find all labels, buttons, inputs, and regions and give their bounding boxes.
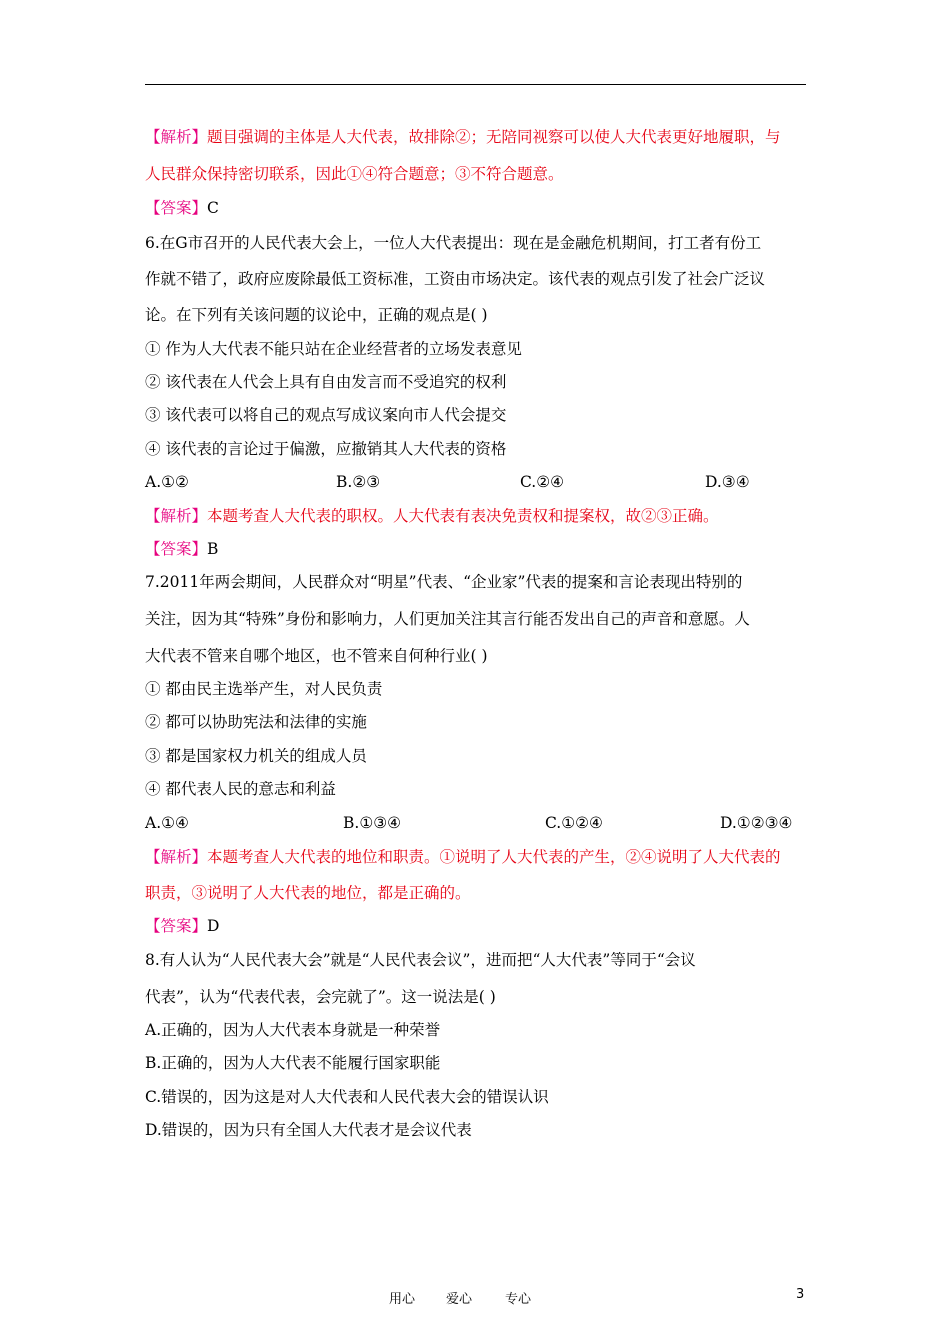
analysis-text: 题目强调的主体是人大代表，故排除②；无陪同视察可以使人大代表更好地履职，与 (207, 128, 781, 146)
choice-item: A.正确的，因为人大代表本身就是一种荣誉 (145, 1021, 441, 1039)
option-a: A.①④ (145, 814, 189, 832)
header-rule (145, 84, 806, 85)
answer-line (145, 538, 218, 560)
choice-item: B.正确的，因为人大代表不能履行国家职能 (145, 1054, 441, 1072)
answer-tag: 【答案】 (145, 540, 208, 558)
question-text: 作就不错了，政府应废除最低工资标准，工资由市场决定。该代表的观点引发了社会广泛议 (145, 270, 766, 288)
choice-item: D.错误的，因为只有全国人大代表才是会议代表 (145, 1121, 472, 1139)
footer-text: 专心 (505, 1292, 532, 1307)
statement-item: ① 作为人大代表不能只站在企业经营者的立场发表意见 (145, 340, 522, 358)
answer-tag: 【答案】 (145, 199, 208, 217)
question-text: 7.2011年两会期间，人民群众对“明星”代表、“企业家”代表的提案和言论表现出特别的 (145, 573, 743, 591)
question-text: 6.在G市召开的人民代表大会上，一位人大代表提出：现在是金融危机期间，打工者有份工 (145, 234, 762, 252)
page-number: 3 (796, 1287, 805, 1302)
option-c: C.②④ (520, 473, 565, 491)
statement-item: ② 都可以协助宪法和法律的实施 (145, 713, 367, 731)
statement-item: ③ 都是国家权力机关的组成人员 (145, 747, 367, 765)
statement-item: ④ 该代表的言论过于偏激，应撤销其人大代表的资格 (145, 440, 507, 458)
statement-item: ④ 都代表人民的意志和利益 (145, 780, 336, 798)
statement-item: ② 该代表在人代会上具有自由发言而不受追究的权利 (145, 373, 507, 391)
answer-value: C (207, 199, 219, 217)
analysis-text: 职责，③说明了人大代表的地位，都是正确的。 (145, 884, 471, 902)
analysis-text: 人民群众保持密切联系，因此①④符合题意；③不符合题意。 (145, 165, 564, 183)
question-text: 大代表不管来自哪个地区，也不管来自何种行业( ) (145, 647, 488, 665)
answer-value: B (207, 540, 219, 558)
question-text: 代表”，认为“代表代表，会完就了”。这一说法是( ) (145, 988, 496, 1006)
option-b: B.①③④ (343, 814, 402, 832)
footer-text: 用心 (389, 1292, 416, 1307)
analysis-line (145, 126, 781, 148)
choice-item: C.错误的，因为这是对人大代表和人民代表大会的错误认识 (145, 1088, 549, 1106)
question-text: 论。在下列有关该问题的议论中，正确的观点是( ) (145, 306, 488, 324)
question-text: 关注，因为其“特殊”身份和影响力，人们更加关注其言行能否发出自己的声音和意愿。人 (145, 610, 750, 628)
option-b: B.②③ (336, 473, 381, 491)
option-c: C.①②④ (545, 814, 603, 832)
answer-line (145, 915, 219, 937)
footer-text: 爱心 (446, 1292, 473, 1307)
question-text: 8.有人认为“人民代表大会”就是“人民代表会议”，进而把“人大代表”等同于“会议 (145, 951, 696, 969)
analysis-text: 本题考查人大代表的地位和职责。①说明了人大代表的产生，②④说明了人大代表的 (207, 848, 781, 866)
answer-value: D (207, 917, 220, 935)
analysis-tag: 【解析】 (145, 507, 208, 525)
analysis-tag: 【解析】 (145, 128, 208, 146)
analysis-text: 本题考查人大代表的职权。人大代表有表决免责权和提案权，故②③正确。 (207, 507, 719, 525)
answer-line (145, 197, 219, 219)
statement-item: ① 都由民主选举产生，对人民负责 (145, 680, 383, 698)
statement-item: ③ 该代表可以将自己的观点写成议案向市人代会提交 (145, 406, 507, 424)
answer-tag: 【答案】 (145, 917, 208, 935)
option-d: D.①②③④ (720, 814, 793, 832)
option-a: A.①② (145, 473, 189, 491)
analysis-line (145, 846, 781, 868)
analysis-line (145, 505, 719, 527)
option-d: D.③④ (705, 473, 750, 491)
analysis-tag: 【解析】 (145, 848, 208, 866)
